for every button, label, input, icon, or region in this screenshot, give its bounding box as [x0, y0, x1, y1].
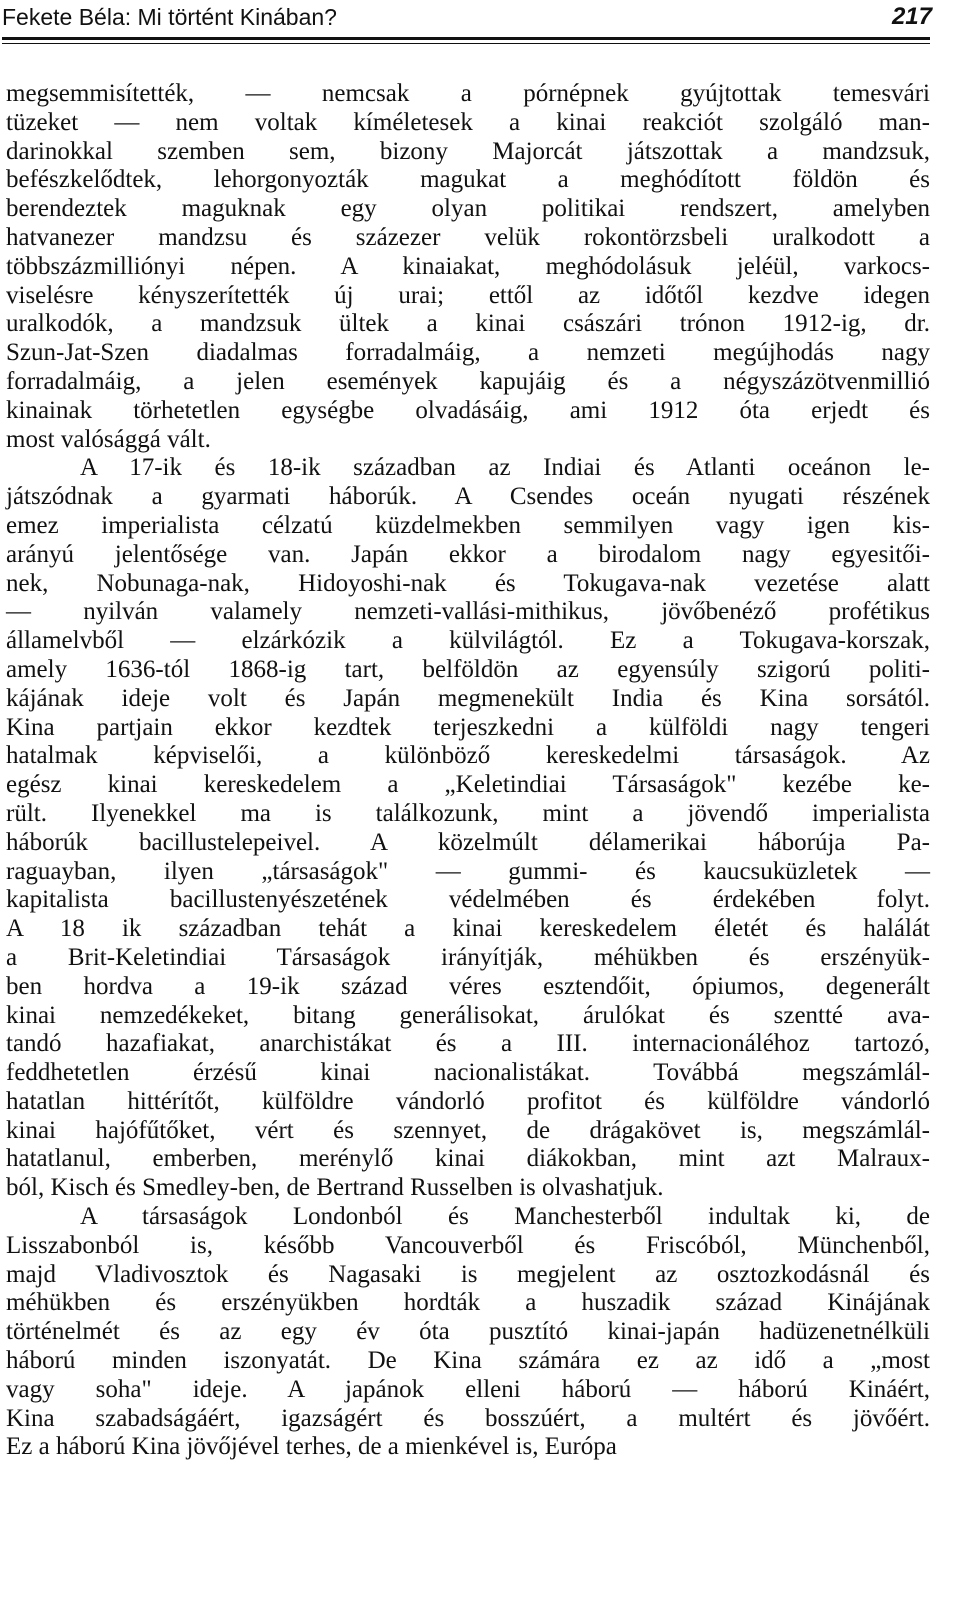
text-line: viselésre kényszerítették új urai; ettől az időtől kezdve idegen [6, 281, 930, 309]
text-line: arányú jelentősége van. Japán ekkor a birodalom nagy egyesitői- [6, 540, 930, 568]
text-line: A 18 ik században tehát a kinai kereskedelem életét és halálát [6, 915, 930, 943]
text-line: ból, Kisch és Smedley-ben, de Bertrand Russelben is olvashatjuk. [6, 1174, 664, 1202]
text-line: méhükben és erszényükben hordták a huszadik század Kinájának [6, 1289, 930, 1317]
running-head: Fekete Béla: Mi történt Kinában? [2, 4, 337, 30]
header-rule-thin [2, 43, 930, 44]
text-line: majd Vladivosztok és Nagasaki is megjelent az osztozkodásnál és [6, 1260, 930, 1288]
text-line: — nyilván valamely nemzeti-vallási-mithikus, jövőbenéző profétikus [6, 598, 930, 626]
text-line: tandó hazafiakat, anarchistákat és a III. internacionáléhoz tartozó, [6, 1030, 930, 1058]
page-number: 217 [891, 3, 932, 30]
paragraph [6, 454, 930, 1203]
text-line: hatvanezer mandzsu és százezer velük rokontörzsbeli uralkodott a [6, 223, 930, 251]
text-line: emez imperialista célzatú küzdelmekben semmilyen vagy igen kis- [6, 511, 930, 539]
text-line: Szun-Jat-Szen diadalmas forradalmáig, a nemzeti megújhodás nagy [6, 339, 930, 367]
text-line: feddhetetlen érzésű kinai nacionalistákat. Továbbá megszámlál- [6, 1059, 930, 1087]
text-line: nek, Nobunaga-nak, Hidoyoshi-nak és Tokugava-nak vezetése alatt [6, 569, 930, 597]
text-line: uralkodók, a mandzsuk ültek a kinai császári trónon 1912-ig, dr. [6, 310, 930, 338]
text-line: kapitalista bacillustenyészetének védelmében és érdekében folyt. [6, 886, 930, 914]
text-line: háborúk bacillustelepeivel. A közelmúlt délamerikai háborúja Pa- [6, 828, 930, 856]
text-line: darinokkal szemben sem, bizony Majorcát játszottak a mandzsuk, [6, 137, 930, 165]
text-line: a Brit-Keletindiai Társaságok irányítják, méhükben és erszényük- [6, 943, 930, 971]
paragraph [6, 1203, 930, 1462]
text-line: többszázmilliónyi népen. A kinaiakat, meghódolásuk jeléül, varkocs- [6, 252, 930, 280]
text-line: hatatlan hittérítőt, külföldre vándorló profitot és külföldre vándorló [6, 1087, 930, 1115]
text-line: befészkelődtek, lehorgonyozták magukat a meghódított földön és [6, 166, 930, 194]
text-line: vagy soha" ideje. A japánok elleni háború — háború Kináért, [6, 1375, 930, 1403]
text-line: megsemmisítették, — nemcsak a pórnépnek gyújtottak temesvári [6, 80, 930, 107]
header-rule [2, 37, 930, 40]
text-line: A társaságok Londonból és Manchesterből indultak ki, de [80, 1203, 930, 1231]
text-line: most valósággá vált. [6, 425, 211, 453]
text-line: Kina partjain ekkor kezdtek terjeszkedni a külföldi nagy tengeri [6, 713, 930, 741]
page-header [0, 2, 932, 36]
text-line: tüzeket — nem voltak kíméletesek a kinai reakciót szolgáló man- [6, 108, 930, 136]
text-line: kájának ideje volt és Japán megmenekült India és Kina sorsától. [6, 684, 930, 712]
text-line: raguayban, ilyen „társaságok" — gummi- és kaucsuküzletek — [6, 857, 930, 885]
text-line: Lisszabonból is, később Vancouverből és Friscóból, Münchenből, [6, 1231, 930, 1259]
text-line: hatatlanul, emberben, merénylő kinai diákokban, mint azt Malraux- [6, 1145, 930, 1173]
body-text [6, 80, 930, 1462]
text-line: ben hordva a 19-ik század véres esztendőit, ópiumos, degenerált [6, 972, 930, 1000]
text-line: Kina szabadságáért, igazságért és bosszúért, a multért és jövőért. [6, 1404, 930, 1432]
text-line: kinai nemzedékeket, bitang generálisokat, árulókat és szentté ava- [6, 1001, 930, 1029]
text-line: játszódnak a gyarmati háborúk. A Csendes oceán nyugati részének [6, 483, 930, 511]
text-line: amely 1636-tól 1868-ig tart, belföldön az egyensúly szigorú politi- [6, 655, 930, 683]
text-line: egész kinai kereskedelem a „Keletindiai Társaságok" kezébe ke- [6, 771, 930, 799]
text-line: Ez a háború Kina jövőjével terhes, de a mienkével is, Európa [6, 1433, 617, 1461]
text-line: rült. Ilyenekkel ma is találkozunk, mint a jövendő imperialista [6, 799, 930, 827]
text-line: történelmét és az egy év óta pusztító kinai-japán hadüzenetnélküli [6, 1318, 930, 1346]
text-line: államelvből — elzárkózik a külvilágtól. Ez a Tokugava-korszak, [6, 627, 930, 655]
text-line: berendeztek maguknak egy olyan politikai rendszert, amelyben [6, 195, 930, 223]
text-line: forradalmáig, a jelen események kapujáig és a négyszázötvenmillió [6, 367, 930, 395]
paragraph [6, 80, 930, 454]
text-line: háború minden iszonyatát. De Kina számára ez az idő a „most [6, 1347, 930, 1375]
text-line: kinainak törhetetlen egységbe olvadásáig, ami 1912 óta erjedt és [6, 396, 930, 424]
text-line: hatalmak képviselői, a különböző kereskedelmi társaságok. Az [6, 742, 930, 770]
text-line: A 17-ik és 18-ik században az Indiai és Atlanti oceánon le- [80, 454, 930, 482]
text-line: kinai hajófűtőket, vért és szennyet, de drágakövet is, megszámlál- [6, 1116, 930, 1144]
